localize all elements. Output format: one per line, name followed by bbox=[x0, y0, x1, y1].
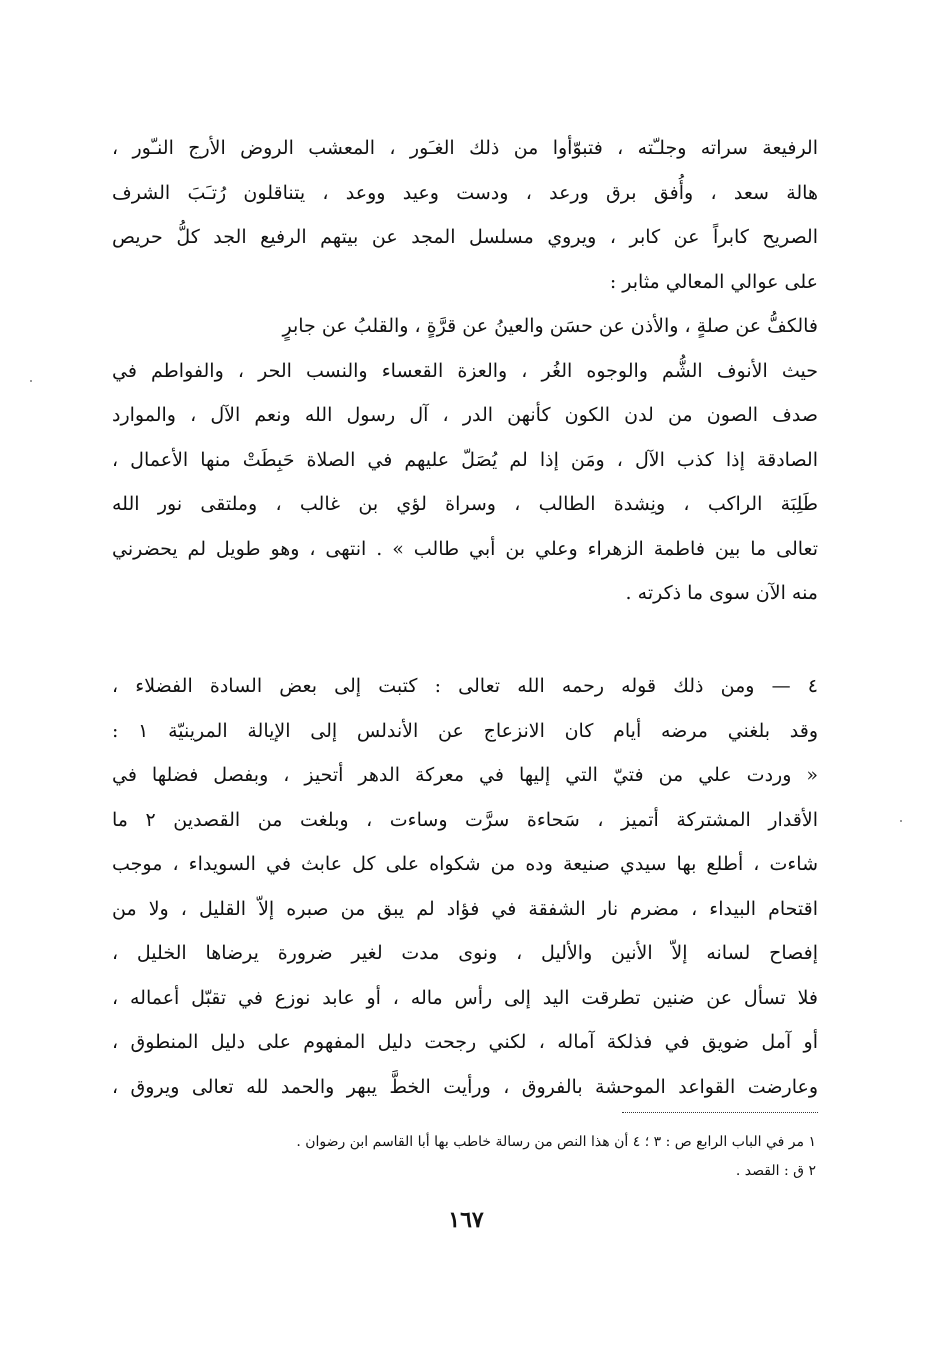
text-line: على عوالي المعالي مثابر : bbox=[609, 270, 818, 293]
text-line: منه الآن سوى ما ذكرته . bbox=[625, 582, 818, 604]
footnote: ١ مر في الباب الرابع ص : ٣ ؛ ٤ أن هذا النص من رسالة خاطب بها أبا القاسم ابن رضوان . bbox=[296, 1134, 816, 1150]
text-line: إفصاح لسانه إلاّ الأنين والأليل ، ونوى مدت لغير ضرورة يرضاها الخليل ، bbox=[112, 942, 818, 964]
text-line: صدف الصون من لدن الكون كأنهن الدر ، آل رسول الله ونعم الآل ، والموارد bbox=[112, 404, 818, 426]
text-line: الأقدار المشتركة أتميز ، سَحاءة سرَّت وساءت ، وبلغت من القصدين ٢ ما bbox=[112, 808, 818, 831]
text-line: تعالى ما بين فاطمة الزهراء وعلي بن أبي طالب » . انتهى ، وهو طويل لم يحضرني bbox=[112, 537, 818, 560]
footnote: ٢ ق : القصد . bbox=[735, 1163, 816, 1179]
scan-speck bbox=[900, 820, 902, 822]
main-text-bottom bbox=[112, 664, 818, 1109]
footnotes bbox=[170, 1128, 816, 1186]
text-line: وقد بلغني مرضه أيام كان الانزعاج عن الأندلس إلى الإيالة المرينيّة ١ : bbox=[112, 719, 818, 742]
text-line: ٤ — ومن ذلك قوله رحمه الله تعالى : كتبت إلى بعض السادة الفضلاء ، bbox=[112, 675, 818, 697]
text-line: الصريح كابراً عن كابر ، ويروي مسلسل المجد عن بيتهم الرفيع الجد كلُّ حريص bbox=[112, 226, 818, 248]
page-number: ١٦٧ bbox=[448, 1207, 484, 1233]
text-line: أو آمل ضويق في فذلكة آماله ، لكني رجحت دليل المفهوم على دليل المنطوق ، bbox=[112, 1031, 818, 1053]
footnote-divider bbox=[622, 1112, 818, 1113]
text-line: الرفيعة سراته وجلـّته ، فتبوّأوا من ذلك الغـَور ، المعشب الروض الأرج النـّور ، bbox=[112, 137, 818, 159]
text-line: شاءت ، أطلع بها سيدي صنيعة وده من شكواه على كل عابث في السويداء ، موجب bbox=[112, 853, 818, 875]
text-line: هالة سعد ، وأُفق برق ورعد ، ودست وعيد ووعد ، يتناقلون رُتـَبَ الشرف bbox=[112, 181, 818, 204]
text-line: طَلِبَة الراكب ، ونِشدة الطالب ، وسراة لؤي بن غالب ، وملتقى نور الله bbox=[112, 493, 818, 515]
verse-line: فالكفُّ عن صلةٍ ، والأذن عن حسَن والعينُ عن قرَّةٍ ، والقلبُ عن جابرٍ bbox=[282, 315, 818, 337]
text-line: اقتحام البيداء ، مضرم نار الشفقة في فؤاد لم يبق من صبره إلاّ القليل ، ولا من bbox=[112, 897, 818, 920]
text-line: وعارضت القواعد الموحشة بالفروق ، ورأيت الخطَّ يبهر والحمد لله تعالى ويروق ، bbox=[112, 1075, 818, 1098]
scan-speck bbox=[30, 380, 32, 382]
main-text-top bbox=[112, 126, 818, 616]
text-line: « وردت علي من فتيّ التي إليها في معركة الدهر أتحيز ، وبفصل فضلها في bbox=[112, 764, 818, 786]
text-line: حيث الأنوف الشُّم والوجوه الغُر ، والعزة القعساء والنسب الحر ، والفواطم في bbox=[112, 359, 818, 382]
text-line: الصادقة إذا كذب الآل ، ومَن إذا لم يُصَلّ عليهم في الصلاة حَبِطَتْ منها الأعمال ، bbox=[112, 448, 818, 471]
text-line: فلا تسأل عن ضنين تطرقت اليد إلى رأس ماله ، أو عابد نوزع في تقبّل أعماله ، bbox=[112, 986, 818, 1009]
